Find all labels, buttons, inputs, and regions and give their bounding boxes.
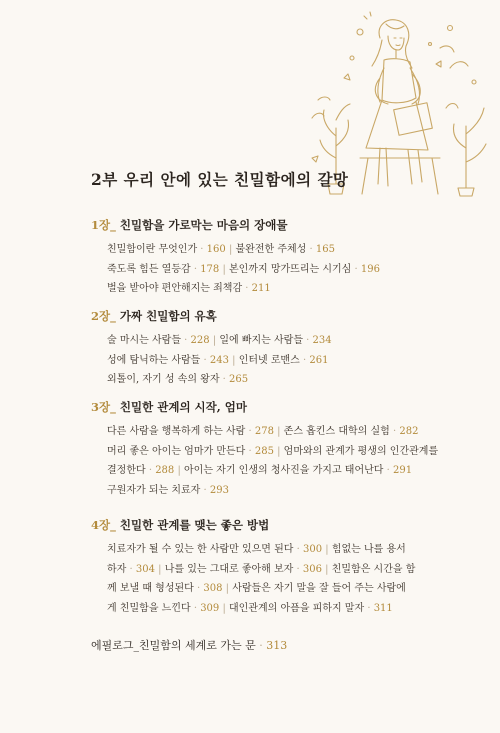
toc-entry-page: 300 (303, 544, 323, 555)
toc-entry[interactable]: 성에 탐닉하는 사람들 · 243 (107, 354, 229, 366)
chapter-title[interactable] (91, 217, 441, 233)
separator: | (219, 602, 230, 614)
toc-entry-page: 308 (203, 583, 223, 594)
toc-entry[interactable]: 구원자가 되는 치료자 · 293 (107, 484, 229, 496)
toc-line (107, 461, 441, 481)
toc-line (107, 331, 441, 351)
toc-entry-page: 291 (393, 465, 413, 476)
separator: | (209, 335, 220, 346)
epilogue-page: 313 (266, 639, 288, 652)
separator: | (321, 563, 332, 575)
toc-entry-title: 성에 탐닉하는 사람들 (107, 354, 201, 366)
toc-line (107, 481, 441, 501)
toc-entry-page: 309 (200, 602, 220, 614)
separator: | (322, 544, 332, 555)
toc-entry-title: 불완전한 주체성 (235, 244, 307, 255)
toc-entry-page: 261 (309, 354, 329, 366)
chapter-title-text: 친밀한 관계를 맺는 좋은 방법 (119, 518, 270, 532)
toc-entry-page: 178 (200, 263, 220, 275)
toc-entry[interactable]: 나를 있는 그대로 좋아해 보자 · 306 (164, 563, 322, 575)
separator: | (174, 465, 185, 476)
toc-entry-page: 165 (315, 244, 335, 255)
toc-line (107, 560, 441, 580)
toc-line (107, 351, 441, 371)
toc-entry-title: 친밀함이란 무엇인가 (107, 244, 198, 255)
toc-entry-page: 278 (254, 426, 274, 437)
toc-entry-title: 나를 있는 그대로 좋아해 보자 (164, 563, 294, 575)
toc-entry-page: 285 (254, 445, 274, 457)
toc-entry-title: 힘없는 나를 용서 (331, 544, 406, 555)
separator: | (228, 354, 239, 366)
chapter-title-text: 친밀함을 가로막는 마음의 장애물 (119, 218, 288, 232)
toc-entry-page: 288 (155, 465, 175, 476)
toc-entry[interactable]: 치료자가 될 수 있는 한 사람만 있으면 된다 · 300 (107, 544, 323, 555)
toc-entry[interactable]: 께 보낼 때 형성된다 · 308 (107, 583, 223, 594)
toc-entry[interactable]: 술 마시는 사람들 · 228 (107, 335, 210, 346)
toc-entry-title: 술 마시는 사람들 (107, 335, 181, 346)
toc-entry-title: 죽도록 힘든 열등감 (107, 263, 191, 275)
chapter-title[interactable] (91, 517, 441, 533)
epilogue-entry[interactable]: 에필로그_친밀함의 세계로 가는 문 · 313 (91, 639, 288, 652)
toc-entry-page: 311 (373, 602, 393, 614)
chapter-block (91, 308, 441, 390)
toc-entry[interactable]: 외톨이, 자기 성 속의 왕자 · 265 (107, 374, 249, 385)
separator: | (225, 244, 236, 255)
toc-line (107, 240, 441, 260)
toc-entry-page: 293 (209, 484, 229, 496)
chapter-number: 1장_ (91, 218, 116, 232)
separator: | (273, 426, 284, 437)
toc-entry[interactable]: 게 친밀함을 느낀다 · 309 (107, 602, 220, 614)
toc-entry-title: 게 친밀함을 느낀다 (107, 602, 191, 614)
toc-entry[interactable] (232, 583, 406, 594)
toc-entry-page: 228 (190, 335, 210, 346)
toc-entry-title: 하자 (107, 563, 127, 575)
toc-entry[interactable]: 친밀함이란 무엇인가 · 160 (107, 244, 226, 255)
separator: | (273, 445, 284, 457)
separator: | (219, 263, 230, 275)
toc-line (107, 279, 441, 299)
toc-line (107, 442, 441, 462)
toc-entry-page: 304 (135, 563, 155, 575)
toc-entry-title: 사람들은 자기 말을 잘 들어 주는 사람에 (232, 583, 406, 594)
toc-entry[interactable]: 죽도록 힘든 열등감 · 178 (107, 263, 220, 275)
toc-line (107, 260, 441, 280)
toc-entry-title: 벌을 받아야 편안해지는 죄책감 (107, 283, 243, 294)
part-title: 2부 우리 안에 있는 친밀함에의 갈망 (91, 170, 349, 189)
toc-entry-title: 결정한다 (107, 465, 146, 476)
toc-line (107, 540, 441, 560)
toc-entry-title: 구원자가 되는 치료자 (107, 484, 201, 496)
toc-line (107, 599, 441, 619)
chapter-number: 2장_ (91, 309, 116, 323)
toc-entry-title: 께 보낼 때 형성된다 (107, 583, 194, 594)
toc-entry[interactable]: 아이는 자기 인생의 청사진을 가지고 태어난다 · 291 (184, 465, 413, 476)
toc-entry-page: 196 (360, 263, 380, 275)
toc-entry[interactable]: 불완전한 주체성 · 165 (235, 244, 335, 255)
toc-entry[interactable]: 하자 · 304 (107, 563, 155, 575)
separator: | (154, 563, 165, 575)
toc-entry[interactable] (332, 544, 406, 555)
epilogue-label: 에필로그_친밀함의 세계로 가는 문 (91, 639, 256, 652)
toc-entry[interactable]: 대인관계의 아픔을 피하지 말자 · 311 (229, 602, 393, 614)
toc-entry[interactable]: 본인까지 망가뜨리는 시기심 · 196 (229, 263, 380, 275)
toc-entry-page: 211 (251, 283, 271, 294)
toc-entry[interactable]: 머리 좋은 아이는 엄마가 만든다 · 285 (107, 445, 274, 457)
toc-entry-title: 대인관계의 아픔을 피하지 말자 (229, 602, 365, 614)
toc-entry-page: 282 (399, 426, 419, 437)
chapter-block (91, 517, 441, 618)
toc-entry[interactable] (332, 564, 416, 575)
toc-line (107, 579, 441, 599)
toc-entry[interactable]: 벌을 받아야 편안해지는 죄책감 · 211 (107, 283, 271, 294)
toc-entry-title: 인터넷 로맨스 (238, 354, 300, 366)
toc-entry[interactable]: 존스 홉킨스 대학의 실험 · 282 (283, 426, 419, 437)
toc-entry[interactable]: 일에 빠지는 사람들 · 234 (219, 335, 332, 346)
chapter-title[interactable] (91, 308, 441, 324)
toc-entry-title: 엄마와의 관계가 평생의 인간관계를 (283, 445, 439, 457)
chapter-title[interactable] (91, 399, 441, 415)
chapter-title-text: 가짜 친밀함의 유혹 (119, 309, 217, 323)
toc-entry[interactable]: 결정한다 · 288 (107, 465, 175, 476)
toc-entry-title: 치료자가 될 수 있는 한 사람만 있으면 된다 (107, 544, 294, 555)
chapter-block (91, 399, 441, 500)
chapter-number: 3장_ (91, 400, 116, 414)
toc-entry-title: 친밀함은 시간을 함 (331, 563, 416, 575)
toc-line (107, 422, 441, 442)
toc-entry-page: 243 (209, 354, 229, 366)
toc-entry[interactable] (284, 446, 438, 457)
toc-entry-title: 본인까지 망가뜨리는 시기심 (229, 263, 352, 275)
toc-line (107, 370, 441, 390)
toc-entry[interactable]: 다른 사람을 행복하게 하는 사람 · 278 (107, 426, 274, 437)
toc-entry-title: 다른 사람을 행복하게 하는 사람 (107, 426, 246, 437)
toc-entry-title: 일에 빠지는 사람들 (219, 335, 303, 346)
chapter-block (91, 217, 441, 299)
chapter-title-text: 친밀한 관계의 시작, 엄마 (119, 400, 247, 414)
separator: | (222, 583, 233, 594)
chapter-number: 4장_ (91, 518, 116, 532)
toc-entry-page: 234 (312, 335, 332, 346)
toc-entry-page: 265 (229, 374, 249, 385)
toc-entry-title: 존스 홉킨스 대학의 실험 (283, 426, 390, 437)
toc-entry-title: 아이는 자기 인생의 청사진을 가지고 태어난다 (184, 465, 384, 476)
toc-entry-page: 306 (302, 563, 322, 575)
toc-entry-title: 머리 좋은 아이는 엄마가 만든다 (107, 445, 246, 457)
toc-entry[interactable]: 인터넷 로맨스 · 261 (238, 354, 329, 366)
toc-entry-page: 160 (206, 244, 226, 255)
toc-entry-title: 외톨이, 자기 성 속의 왕자 (107, 374, 220, 385)
